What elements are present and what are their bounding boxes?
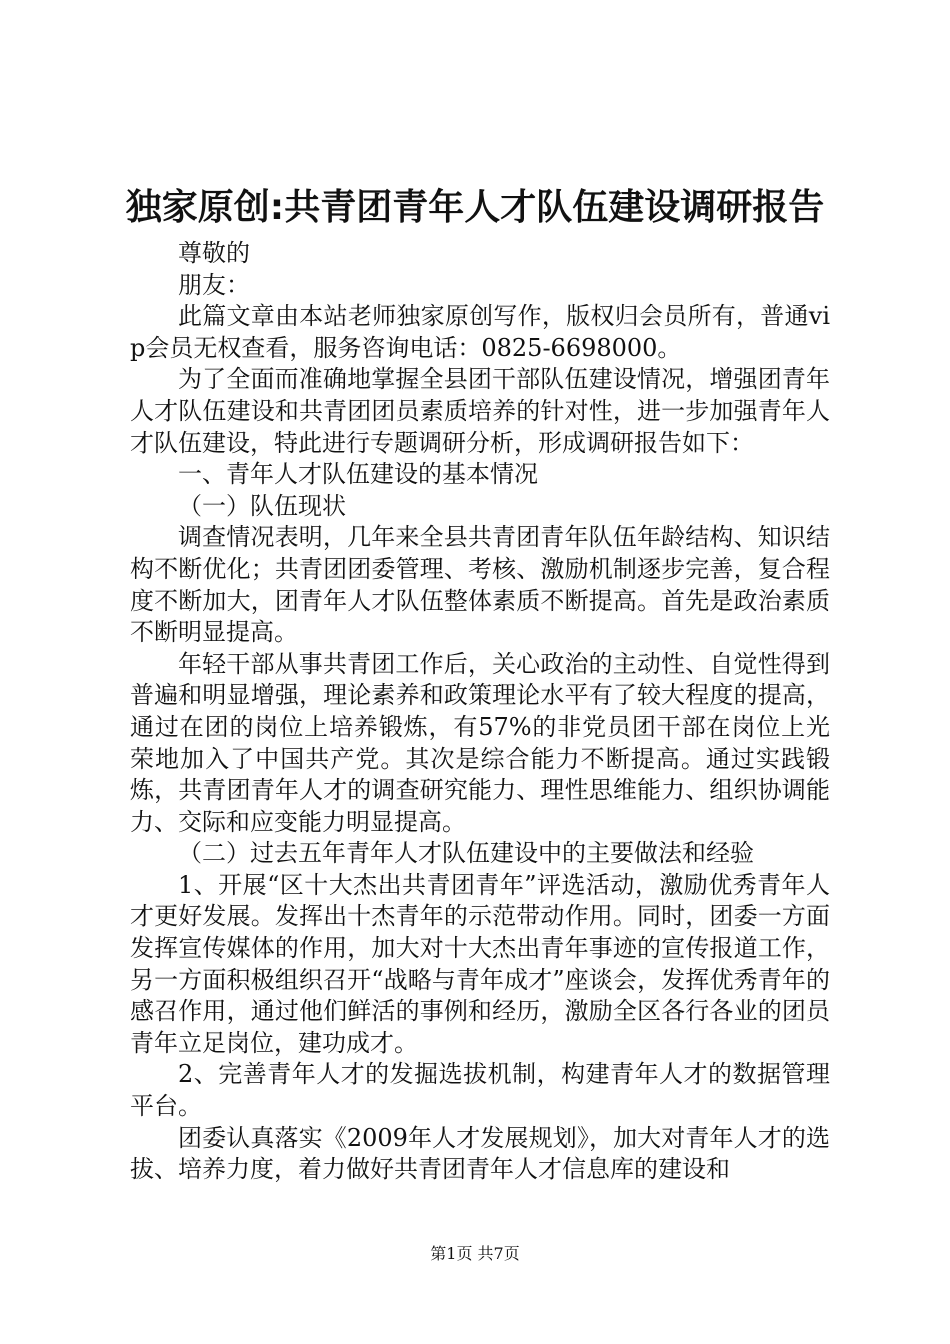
paragraph-talent-plan: 团委认真落实《2009年人才发展规划》，加大对青年人才的选拔、培养力度，着力做好共青团青年人才信息库的建设和 bbox=[130, 1123, 830, 1184]
paragraph-copyright-notice: 此篇文章由本站老师独家原创写作，版权归会员所有，普通vip会员无权查看，服务咨询电话：0825-6698000。 bbox=[130, 302, 830, 362]
paragraph-item-2: 2、完善青年人才的发掘选拔机制，构建青年人才的数据管理平台。 bbox=[130, 1060, 830, 1121]
section-heading-1: 一、青年人才队伍建设的基本情况 bbox=[178, 460, 538, 489]
paragraph-item-1: 1、开展“区十大杰出共青团青年”评选活动，激励优秀青年人才更好发展。发挥出十杰青年的示范带动作用。同时，团委一方面发挥宣传媒体的作用，加大对十大杰出青年事迹的宣传报道工作，另一方面积极组织召开“战略与青年成才”座谈会，发挥优秀青年的感召作用，通过他们鲜活的事例和经历，激励全区各行各业的团员青年立足岗位，建功成才。 bbox=[130, 870, 830, 1057]
paragraph-team-status: 调查情况表明，几年来全县共青团青年队伍年龄结构、知识结构不断优化；共青团团委管理、考核、激励机制逐步完善，复合程度不断加大，团青年人才队伍整体素质不断提高。首先是政治素质不断明显提高。 bbox=[130, 523, 830, 647]
document-body bbox=[130, 238, 830, 1186]
subsection-heading-1: （一）队伍现状 bbox=[178, 491, 346, 520]
subsection-heading-2: （二）过去五年青年人才队伍建设中的主要做法和经验 bbox=[178, 839, 754, 868]
paragraph-greeting-2: 朋友： bbox=[178, 270, 250, 299]
document-title: 独家原创:共青团青年人才队伍建设调研报告 bbox=[125, 187, 825, 228]
paragraph-young-cadres: 年轻干部从事共青团工作后，关心政治的主动性、自觉性得到普遍和明显增强，理论素养和政策理论水平有了较大程度的提高，通过在团的岗位上培养锻炼，有57%的非党员团干部在岗位上光荣地加入了中国共产党。其次是综合能力不断提高。通过实践锻炼，共青团青年人才的调查研究能力、理性思维能力、组织协调能力、交际和应变能力明显提高。 bbox=[130, 649, 830, 836]
paragraph-introduction: 为了全面而准确地掌握全县团干部队伍建设情况，增强团青年人才队伍建设和共青团团员素质培养的针对性，进一步加强青年人才队伍建设，特此进行专题调研分析，形成调研报告如下： bbox=[130, 365, 830, 457]
page-footer: 第1页 共7页 bbox=[430, 1244, 520, 1263]
paragraph-greeting-1: 尊敬的 bbox=[178, 239, 250, 267]
